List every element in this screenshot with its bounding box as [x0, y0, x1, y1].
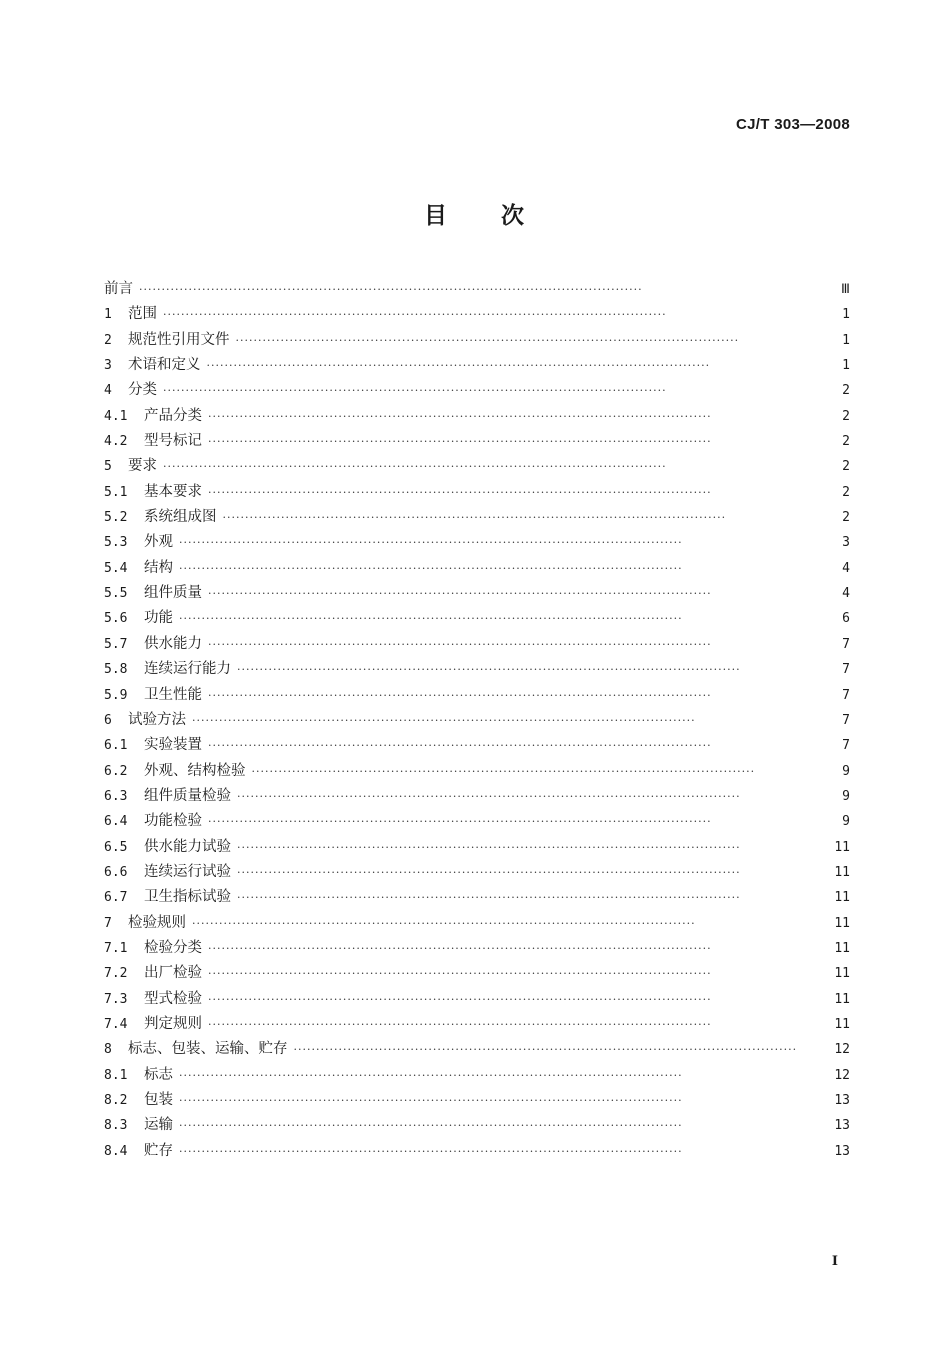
dot-leader	[208, 435, 836, 448]
toc-entry-page: 2	[842, 484, 850, 500]
dot-leader	[208, 942, 830, 955]
toc-entry-page: 1	[842, 307, 850, 323]
toc-entry-page: 2	[842, 434, 850, 450]
dot-leader	[223, 511, 837, 524]
toc-entry[interactable]	[104, 657, 850, 682]
toc-entry[interactable]	[104, 1139, 850, 1164]
toc-entry-label: 检验分类	[144, 939, 202, 956]
toc-entry-page: 13	[834, 1143, 850, 1159]
toc-entry[interactable]	[104, 353, 850, 378]
toc-entry-label: 标志	[144, 1066, 173, 1083]
toc-entry-label: 连续运行能力	[144, 661, 231, 678]
toc-entry[interactable]	[104, 1088, 850, 1113]
page-title	[0, 197, 950, 230]
toc-entry-number: 6	[104, 712, 112, 728]
toc-entry-number: 8	[104, 1042, 112, 1058]
toc-entry-label: 组件质量	[144, 585, 202, 602]
dot-leader	[179, 1119, 830, 1132]
toc-entry-page: 7	[842, 712, 850, 728]
toc-entry-page: 4	[842, 560, 850, 576]
dot-leader	[208, 486, 836, 499]
dot-leader	[208, 993, 830, 1006]
toc-entry-label: 卫生性能	[144, 686, 202, 703]
toc-entry-number: 8.2	[104, 1093, 128, 1108]
dot-leader	[236, 334, 837, 347]
toc-entry[interactable]	[104, 683, 850, 708]
toc-entry-page: 2	[842, 408, 850, 424]
toc-entry-page: 1	[842, 332, 850, 348]
toc-entry-number: 7.2	[104, 966, 128, 982]
toc-entry[interactable]	[104, 606, 850, 631]
toc-entry[interactable]	[104, 936, 850, 961]
standard-code: CJ/T 303—2008	[736, 116, 850, 133]
toc-entry-number: 5.7	[104, 636, 128, 652]
page-number: I	[831, 1254, 838, 1269]
toc-entry-page: 11	[834, 890, 850, 906]
toc-entry[interactable]	[104, 1113, 850, 1138]
dot-leader	[163, 384, 836, 397]
toc-entry-page: 11	[834, 864, 850, 880]
toc-entry-number: 6.7	[104, 890, 128, 906]
toc-entry[interactable]	[104, 911, 850, 936]
dot-leader	[237, 841, 830, 854]
toc-entry-label: 供水能力	[144, 635, 202, 652]
toc-entry-label: 组件质量检验	[144, 787, 231, 804]
toc-entry-page: 13	[834, 1093, 850, 1108]
toc-entry-number: 6.2	[104, 763, 128, 779]
toc-entry-number: 5.6	[104, 611, 128, 627]
toc-entry-label: 结构	[144, 559, 173, 576]
toc-entry-page: 2	[842, 459, 850, 475]
toc-entry-page: 6	[842, 611, 850, 627]
toc-entry-number: 6.3	[104, 788, 128, 804]
toc-entry-page: 11	[834, 839, 850, 855]
toc-entry-label: 实验装置	[144, 737, 202, 754]
toc-entry-label: 规范性引用文件	[128, 331, 230, 348]
toc-entry-page: 12	[834, 1042, 850, 1058]
toc-entry[interactable]	[104, 581, 850, 606]
dot-leader	[208, 689, 836, 702]
dot-leader	[179, 612, 836, 625]
dot-leader	[208, 638, 836, 651]
dot-leader	[179, 1094, 830, 1107]
toc-entry-number: 6.6	[104, 864, 128, 880]
toc-entry-page: 13	[834, 1118, 850, 1134]
toc-entry-page: 11	[834, 991, 850, 1007]
toc-entry-label: 前言	[104, 281, 133, 297]
toc-entry-label: 贮存	[144, 1142, 173, 1159]
dot-leader	[208, 739, 836, 752]
toc-entry-page: 9	[842, 763, 850, 779]
title-char-1: 目	[424, 202, 449, 229]
dot-leader	[208, 967, 830, 980]
toc-entry-page: Ⅲ	[841, 282, 850, 297]
toc-entry-number: 5.2	[104, 510, 128, 526]
toc-entry-number: 6.1	[104, 738, 128, 754]
toc-entry[interactable]	[104, 860, 850, 885]
toc-entry-label: 功能	[144, 610, 173, 627]
toc-entry-number: 3	[104, 358, 112, 374]
dot-leader	[179, 1145, 830, 1158]
toc-entry-label: 产品分类	[144, 407, 202, 424]
toc-entry-number: 7.3	[104, 991, 128, 1007]
dot-leader	[192, 714, 836, 727]
toc-entry[interactable]	[104, 429, 850, 454]
toc-entry-page: 7	[842, 662, 850, 678]
toc-entry-number: 2	[104, 332, 112, 348]
toc-entry[interactable]	[104, 1037, 850, 1062]
toc-entry-label: 外观	[144, 534, 173, 551]
toc-entry-number: 8.4	[104, 1143, 128, 1159]
toc-entry[interactable]	[104, 378, 850, 403]
toc-entry-page: 11	[834, 940, 850, 956]
toc-entry[interactable]	[104, 404, 850, 429]
toc-entry-page: 2	[842, 383, 850, 399]
dot-leader	[208, 1018, 830, 1031]
toc-entry-number: 4.2	[104, 434, 128, 450]
toc-entry-number: 7.1	[104, 940, 128, 956]
toc-entry-number: 5.3	[104, 535, 128, 551]
toc-entry[interactable]	[104, 454, 850, 479]
toc-entry[interactable]	[104, 302, 850, 327]
toc-entry[interactable]	[104, 987, 850, 1012]
dot-leader	[237, 790, 836, 803]
toc-entry-page: 4	[842, 586, 850, 602]
dot-leader	[237, 663, 836, 676]
toc-entry[interactable]	[104, 505, 850, 530]
toc-entry-number: 5.9	[104, 687, 128, 703]
toc-entry[interactable]	[104, 733, 850, 758]
toc-entry-page: 3	[842, 535, 850, 551]
toc-entry[interactable]	[104, 1012, 850, 1037]
toc-entry-page: 7	[842, 636, 850, 652]
toc-entry-label: 系统组成图	[144, 509, 217, 526]
toc-entry-label: 基本要求	[144, 483, 202, 500]
toc-entry-page: 11	[834, 1016, 850, 1032]
toc-entry-label: 检验规则	[128, 914, 186, 931]
toc-entry[interactable]	[104, 809, 850, 834]
dot-leader	[237, 866, 830, 879]
toc-entry-number: 4.1	[104, 408, 128, 424]
toc-entry-number: 5.5	[104, 586, 128, 602]
toc-entry-number: 5.1	[104, 484, 128, 500]
toc-entry[interactable]	[104, 277, 850, 302]
toc-entry-label: 连续运行试验	[144, 863, 231, 880]
toc-entry-label: 分类	[128, 382, 157, 399]
dot-leader	[179, 536, 836, 549]
toc-entry-label: 卫生指标试验	[144, 889, 231, 906]
toc-entry-page: 1	[842, 358, 850, 374]
toc-entry[interactable]	[104, 328, 850, 353]
toc-entry-label: 范围	[128, 306, 157, 323]
toc-entry-label: 运输	[144, 1117, 173, 1134]
toc-entry-label: 功能检验	[144, 813, 202, 830]
toc-entry[interactable]	[104, 835, 850, 860]
toc-entry-number: 5.8	[104, 662, 128, 678]
toc-entry-label: 型号标记	[144, 433, 202, 450]
dot-leader	[163, 308, 836, 321]
dot-leader	[179, 1069, 830, 1082]
toc-entry-page: 7	[842, 687, 850, 703]
dot-leader	[163, 460, 836, 473]
toc-entry[interactable]	[104, 759, 850, 784]
dot-leader	[139, 283, 836, 296]
toc-entry-number: 7	[104, 915, 112, 931]
toc-entry-page: 11	[834, 966, 850, 982]
toc-entry-number: 8.1	[104, 1067, 128, 1083]
toc-entry-number: 1	[104, 307, 112, 323]
toc-entry[interactable]	[104, 784, 850, 809]
table-of-contents	[104, 277, 850, 1164]
toc-entry-page: 7	[842, 738, 850, 754]
toc-entry[interactable]	[104, 1063, 850, 1088]
dot-leader	[208, 815, 836, 828]
toc-entry-label: 要求	[128, 458, 157, 475]
toc-entry-number: 7.4	[104, 1016, 128, 1032]
dot-leader	[208, 410, 836, 423]
toc-entry-label: 外观、结构检验	[144, 762, 246, 779]
toc-entry-label: 术语和定义	[128, 357, 201, 374]
toc-entry-page: 12	[834, 1067, 850, 1083]
toc-entry-number: 6.5	[104, 839, 128, 855]
toc-entry[interactable]	[104, 632, 850, 657]
toc-entry[interactable]	[104, 885, 850, 910]
toc-entry-page: 11	[834, 915, 850, 931]
toc-entry[interactable]	[104, 556, 850, 581]
dot-leader	[294, 1043, 831, 1056]
toc-entry-page: 9	[842, 814, 850, 830]
toc-entry-number: 6.4	[104, 814, 128, 830]
toc-entry-number: 8.3	[104, 1118, 128, 1134]
toc-entry[interactable]	[104, 480, 850, 505]
dot-leader	[208, 587, 836, 600]
toc-entry-label: 包装	[144, 1092, 173, 1108]
toc-entry-label: 型式检验	[144, 990, 202, 1007]
dot-leader	[179, 562, 836, 575]
dot-leader	[252, 765, 837, 778]
toc-entry[interactable]	[104, 961, 850, 986]
toc-entry-label: 标志、包装、运输、贮存	[128, 1041, 288, 1058]
dot-leader	[192, 917, 830, 930]
toc-entry-page: 2	[842, 510, 850, 526]
title-char-2: 次	[501, 202, 526, 229]
toc-entry-number: 5	[104, 459, 112, 475]
toc-entry-label: 判定规则	[144, 1015, 202, 1032]
toc-entry[interactable]	[104, 708, 850, 733]
dot-leader	[207, 359, 837, 372]
toc-entry[interactable]	[104, 530, 850, 555]
toc-entry-label: 供水能力试验	[144, 838, 231, 855]
toc-entry-number: 4	[104, 383, 112, 399]
toc-entry-label: 试验方法	[128, 711, 186, 728]
toc-entry-number: 5.4	[104, 560, 128, 576]
dot-leader	[237, 891, 830, 904]
toc-entry-page: 9	[842, 788, 850, 804]
toc-entry-label: 出厂检验	[144, 965, 202, 982]
